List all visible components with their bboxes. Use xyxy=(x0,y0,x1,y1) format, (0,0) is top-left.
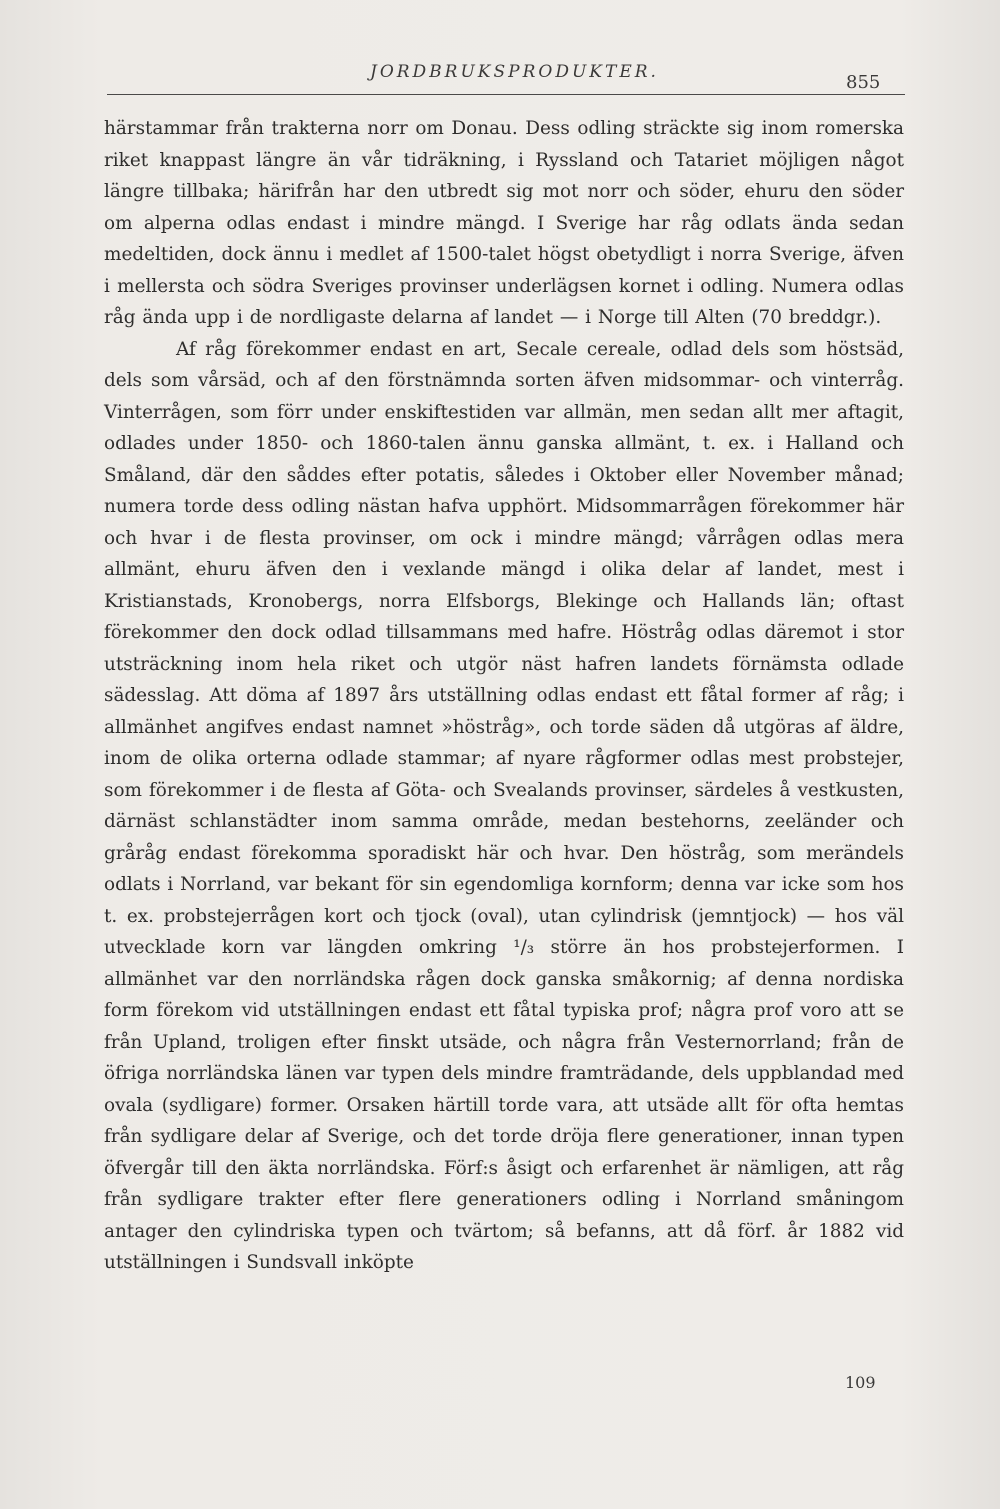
body-text xyxy=(104,113,904,1279)
paragraph-1: härstammar från trakterna norr om Donau. Dess odling sträckte sig inom romerska riket knappast längre än vår tidräkning, i Ryssland och Tatariet möjligen något längre tillbaka; härifrån har den utbredt sig mot norr och söder, ehuru den söder om alperna odlas endast i mindre mängd. I Sverige har råg odlats ända sedan medeltiden, dock ännu i medlet af 1500-talet högst obetydligt i norra Sverige, äfven i mellersta och södra Sveriges provinser underlägsen kornet i odling. Numera odlas råg ända upp i de nordligaste delarna af landet — i Norge till Alten (70 breddgr.). xyxy=(104,118,904,328)
running-head: JORDBRUKSPRODUKTER. xyxy=(370,62,659,82)
page-number: 855 xyxy=(846,72,881,93)
signature-mark: 109 xyxy=(845,1373,876,1392)
header-rule xyxy=(107,94,905,95)
paragraph-2: Af råg förekommer endast en art, Secale cereale, odlad dels som höstsäd, dels som vårsäd, och af den förstnämnda sorten äfven midsommar- och vinterråg. Vinterrågen, som förr under enskiftestiden var allmän, men sedan allt mer aftagit, odlades under 1850- och 1860-talen ännu ganska allmänt, t. ex. i Halland och Småland, där den såddes efter potatis, således i Oktober eller November månad; numera torde dess odling nästan hafva upphört. Midsommarrågen förekommer här och hvar i de flesta provinser, om ock i mindre mängd; vårrågen odlas mera allmänt, ehuru äfven den i vexlande mängd i olika delar af landet, mest i Kristianstads, Kronobergs, norra Elfsborgs, Blekinge och Hallands län; oftast förekommer den dock odlad tillsammans med hafre. Höstråg odlas däremot i stor utsträckning inom hela riket och utgör näst hafren landets förnämsta odlade sädesslag. Att döma af 1897 års utställning odlas endast ett fåtal former af råg; i allmänhet angifves endast namnet »höstråg», och torde säden då utgöras af äldre, inom de olika orterna odlade stammar; af nyare rågformer odlas mest probstejer, som förekommer i de flesta af Göta- och Svealands provinser, särdeles å vestkusten, därnäst schlanstädter inom samma område, medan bestehorns, zeeländer och gråråg endast förekomma sporadiskt här och hvar. Den höstråg, som merändels odlats i Norrland, var bekant för sin egendomliga kornform; denna var icke som hos t. ex. probstejerrågen kort och tjock (oval), utan cylindrisk (jemntjock) — hos väl utvecklade korn var längden omkring ¹/₃ större än hos probstejerformen. I allmänhet var den norrländska rågen dock ganska småkornig; af denna nordiska form förekom vid utställningen endast ett fåtal typiska prof; några prof voro att se från Upland, troligen efter finskt utsäde, och några från Vesternorrland; från de öfriga norrländska länen var typen dels mindre framträdande, dels uppblandad med ovala (sydligare) former. Orsaken härtill torde vara, att utsäde allt för ofta hemtas från sydligare delar af Sverige, och det torde dröja flere generationer, innan typen öfvergår till den äkta norrländska. Förf:s åsigt och erfarenhet är nämligen, att råg från sydligare trakter efter flere generationers odling i Norrland småningom antager den cylindriska typen och tvärtom; så befanns, att då förf. år 1882 vid utställningen i Sundsvall inköpte xyxy=(104,338,904,1273)
